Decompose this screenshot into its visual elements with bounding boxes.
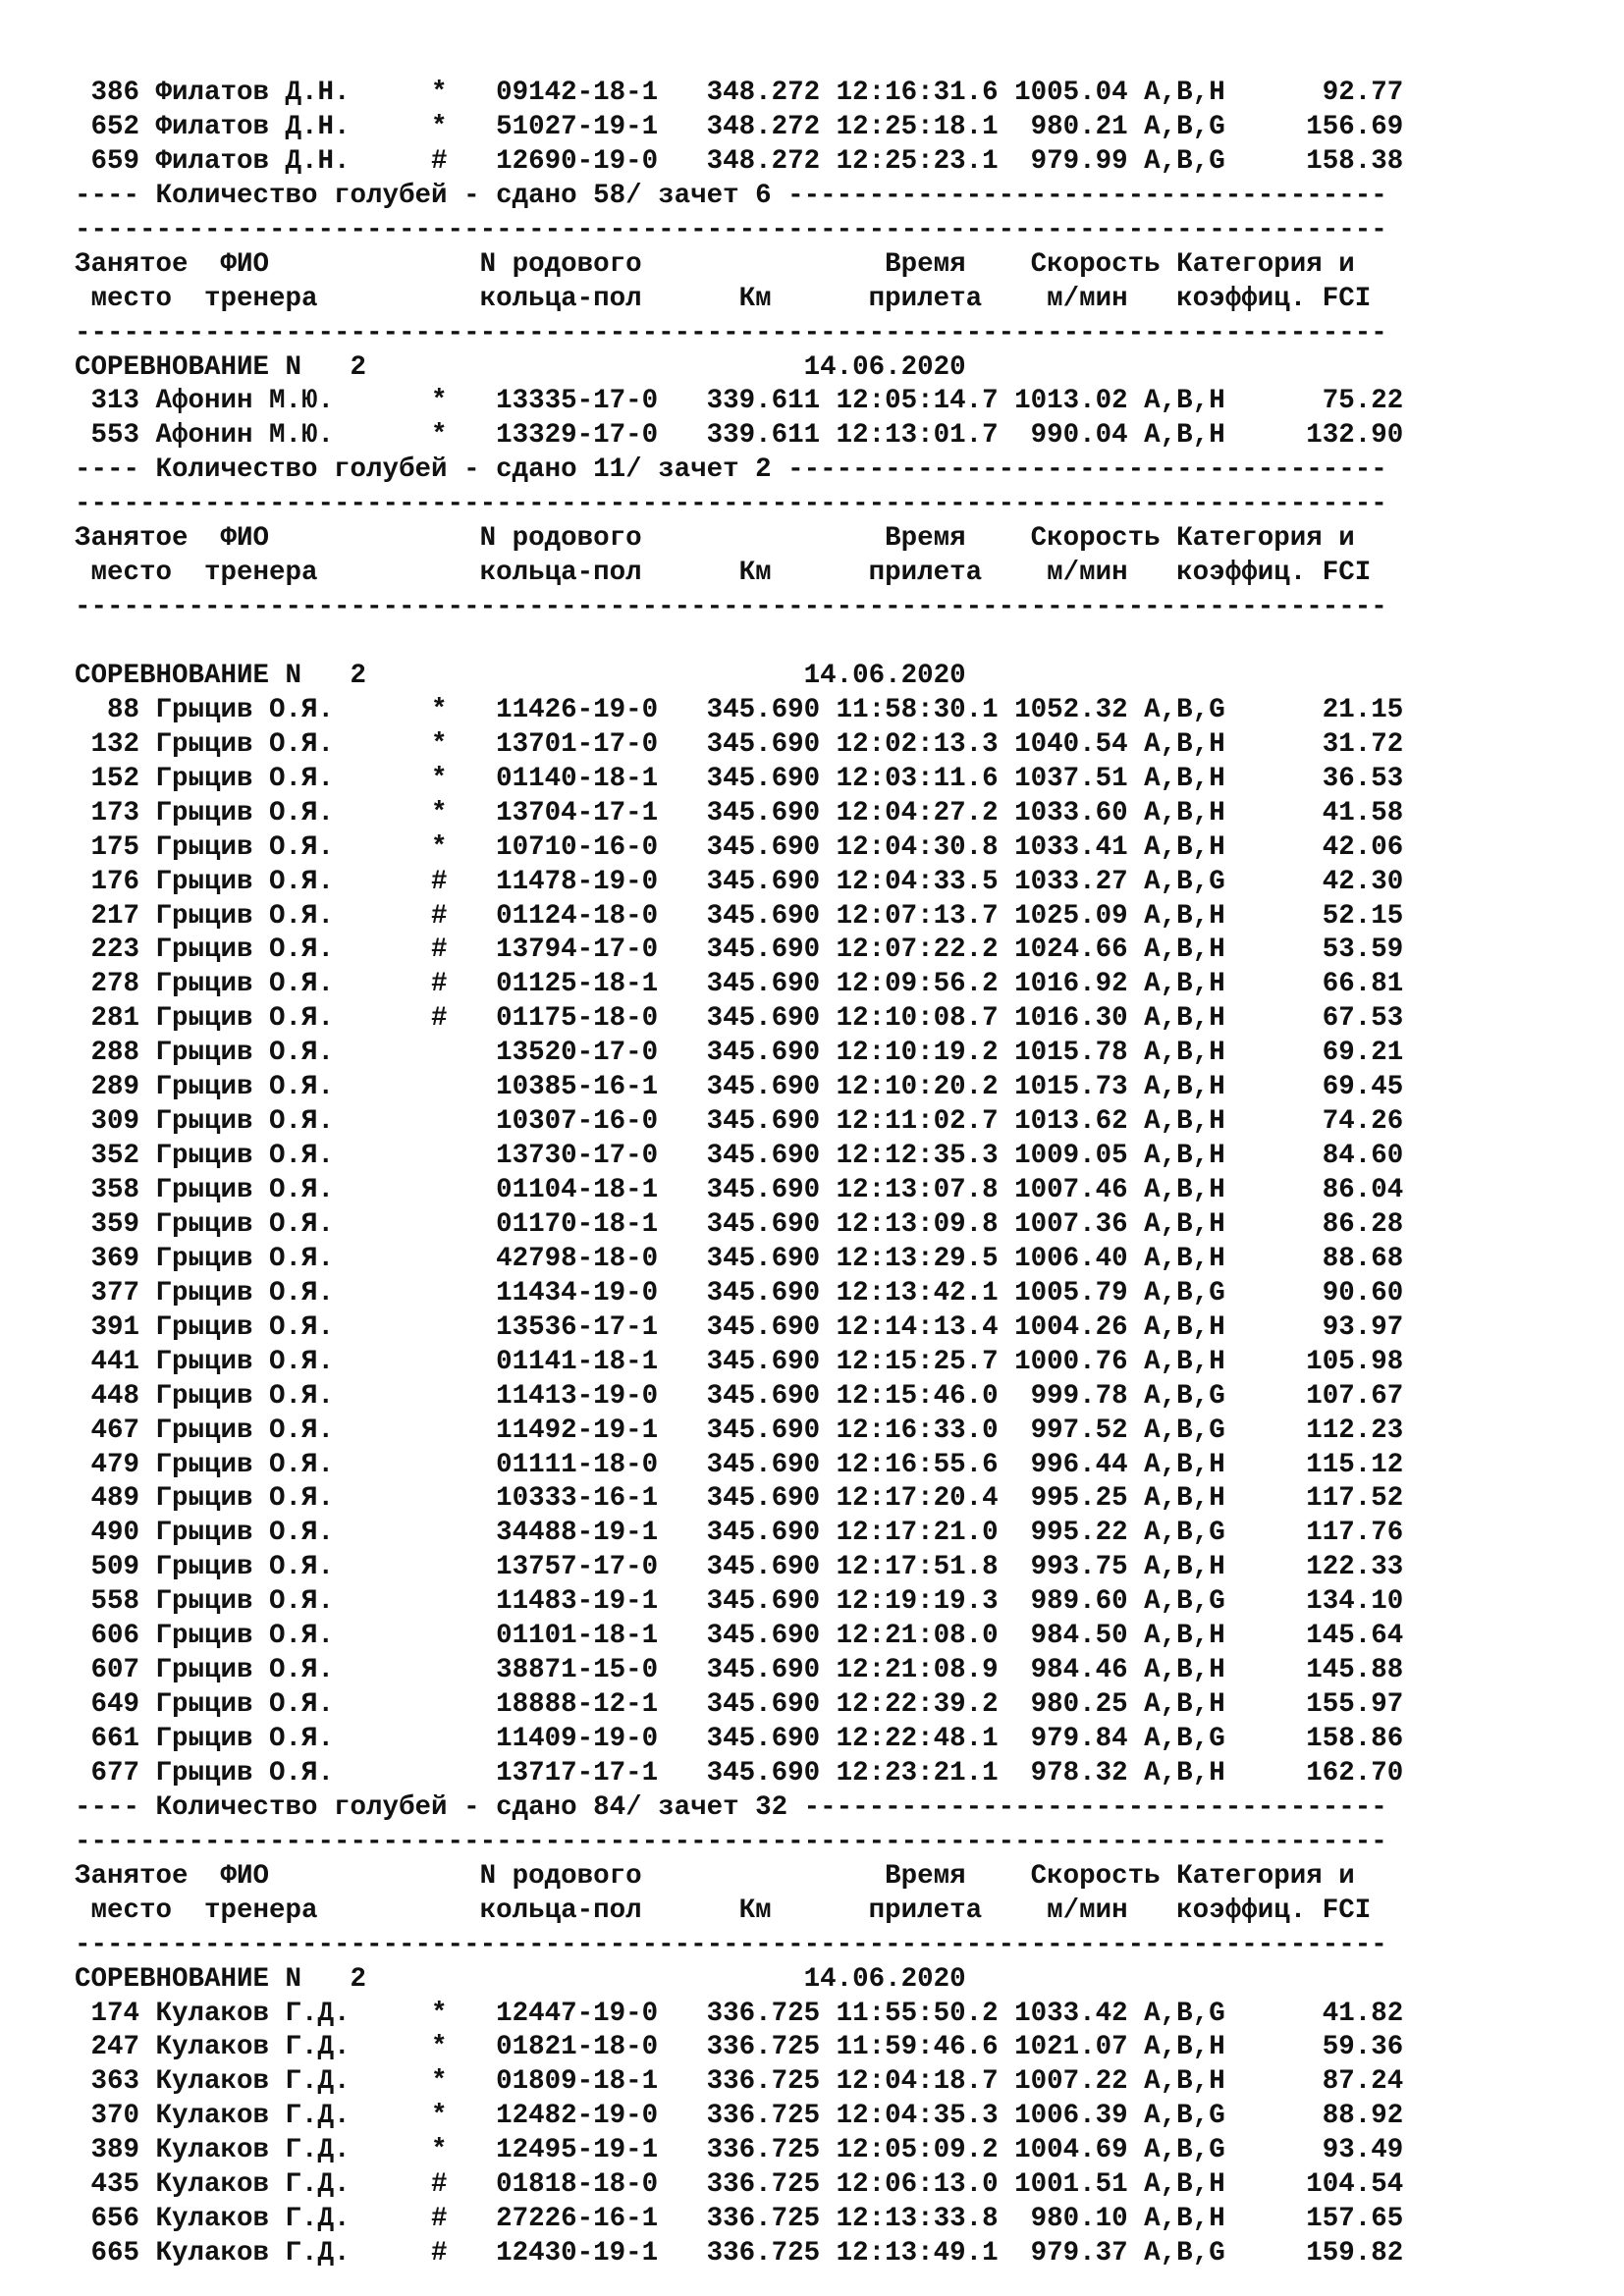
column-header: место тренера кольца-пол Км прилета м/мин коэффиц. FCI bbox=[75, 1895, 1372, 1926]
result-row: 377 Грыцив О.Я. 11434-19-0 345.690 12:13:42.1 1005.79 A,B,G 90.60 bbox=[75, 1277, 1404, 1308]
separator-line: --------------------------------------------------------------------------------- bbox=[75, 489, 1387, 520]
result-row: 607 Грыцив О.Я. 38871-15-0 345.690 12:21:08.9 984.46 A,B,H 145.88 bbox=[75, 1655, 1404, 1686]
result-row: 175 Грыцив О.Я. * 10710-16-0 345.690 12:04:30.8 1033.41 A,B,H 42.06 bbox=[75, 831, 1404, 863]
result-row: 649 Грыцив О.Я. 18888-12-1 345.690 12:22:39.2 980.25 A,B,H 155.97 bbox=[75, 1689, 1404, 1721]
result-row: 217 Грыцив О.Я. # 01124-18-0 345.690 12:07:13.7 1025.09 A,B,H 52.15 bbox=[75, 900, 1404, 932]
column-header: место тренера кольца-пол Км прилета м/мин коэффиц. FCI bbox=[75, 283, 1372, 314]
result-row: 490 Грыцив О.Я. 34488-19-1 345.690 12:17:21.0 995.22 A,B,G 117.76 bbox=[75, 1518, 1404, 1549]
result-row: 176 Грыцив О.Я. # 11478-19-0 345.690 12:04:33.5 1033.27 A,B,G 42.30 bbox=[75, 866, 1404, 897]
result-row: 132 Грыцив О.Я. * 13701-17-0 345.690 12:02:13.3 1040.54 A,B,H 31.72 bbox=[75, 728, 1404, 760]
result-row: 281 Грыцив О.Я. # 01175-18-0 345.690 12:10:08.7 1016.30 A,B,H 67.53 bbox=[75, 1003, 1404, 1035]
result-row: 247 Кулаков Г.Д. * 01821-18-0 336.725 11:59:46.6 1021.07 A,B,H 59.36 bbox=[75, 2032, 1404, 2063]
separator-line: --------------------------------------------------------------------------------- bbox=[75, 592, 1387, 623]
result-row: 359 Грыцив О.Я. 01170-18-1 345.690 12:13:09.8 1007.36 A,B,H 86.28 bbox=[75, 1208, 1404, 1240]
result-row: 223 Грыцив О.Я. # 13794-17-0 345.690 12:07:22.2 1024.66 A,B,H 53.59 bbox=[75, 934, 1404, 966]
result-row: 509 Грыцив О.Я. 13757-17-0 345.690 12:17:51.8 993.75 A,B,H 122.33 bbox=[75, 1552, 1404, 1583]
results-report bbox=[75, 77, 1567, 2271]
separator-line: --------------------------------------------------------------------------------- bbox=[75, 317, 1387, 348]
result-row: 558 Грыцив О.Я. 11483-19-1 345.690 12:19:19.3 989.60 A,B,G 134.10 bbox=[75, 1586, 1404, 1618]
result-row: 363 Кулаков Г.Д. * 01809-18-1 336.725 12:04:18.7 1007.22 A,B,H 87.24 bbox=[75, 2066, 1404, 2098]
result-row: 659 Филатов Д.Н. # 12690-19-0 348.272 12:25:23.1 979.99 A,B,G 158.38 bbox=[75, 145, 1404, 177]
separator-line: --------------------------------------------------------------------------------- bbox=[75, 1929, 1387, 1960]
result-row: 278 Грыцив О.Я. # 01125-18-1 345.690 12:09:56.2 1016.92 A,B,H 66.81 bbox=[75, 969, 1404, 1000]
result-row: 435 Кулаков Г.Д. # 01818-18-0 336.725 12:06:13.0 1001.51 A,B,H 104.54 bbox=[75, 2169, 1404, 2201]
result-row: 352 Грыцив О.Я. 13730-17-0 345.690 12:12:35.3 1009.05 A,B,H 84.60 bbox=[75, 1141, 1404, 1172]
competition-header: СОРЕВНОВАНИЕ N 2 14.06.2020 bbox=[75, 1963, 966, 1995]
result-row: 677 Грыцив О.Я. 13717-17-1 345.690 12:23:21.1 978.32 A,B,H 162.70 bbox=[75, 1757, 1404, 1789]
result-row: 386 Филатов Д.Н. * 09142-18-1 348.272 12:16:31.6 1005.04 A,B,H 92.77 bbox=[75, 78, 1404, 108]
result-row: 448 Грыцив О.Я. 11413-19-0 345.690 12:15:46.0 999.78 A,B,G 107.67 bbox=[75, 1380, 1404, 1412]
result-row: 489 Грыцив О.Я. 10333-16-1 345.690 12:17:20.4 995.25 A,B,H 117.52 bbox=[75, 1483, 1404, 1515]
column-header: Занятое ФИО N родового Время Скорость Категория и bbox=[75, 1860, 1355, 1892]
result-row: 606 Грыцив О.Я. 01101-18-1 345.690 12:21:08.0 984.50 A,B,H 145.64 bbox=[75, 1621, 1404, 1652]
column-header: Занятое ФИО N родового Время Скорость Категория и bbox=[75, 248, 1355, 280]
section-summary: ---- Количество голубей - сдано 58/ зачет 6 ------------------------------------- bbox=[75, 180, 1387, 211]
column-header: Занятое ФИО N родового Время Скорость Категория и bbox=[75, 523, 1355, 555]
section-summary: ---- Количество голубей - сдано 84/ зачет 32 ------------------------------------ bbox=[75, 1791, 1387, 1823]
result-row: 656 Кулаков Г.Д. # 27226-16-1 336.725 12:13:33.8 980.10 A,B,H 157.65 bbox=[75, 2204, 1404, 2235]
result-row: 309 Грыцив О.Я. 10307-16-0 345.690 12:11:02.7 1013.62 A,B,H 74.26 bbox=[75, 1106, 1404, 1138]
result-row: 661 Грыцив О.Я. 11409-19-0 345.690 12:22:48.1 979.84 A,B,G 158.86 bbox=[75, 1724, 1404, 1754]
column-header: место тренера кольца-пол Км прилета м/мин коэффиц. FCI bbox=[75, 558, 1372, 589]
result-row: 173 Грыцив О.Я. * 13704-17-1 345.690 12:04:27.2 1033.60 A,B,H 41.58 bbox=[75, 797, 1404, 828]
result-row: 665 Кулаков Г.Д. # 12430-19-1 336.725 12:13:49.1 979.37 A,B,G 159.82 bbox=[75, 2238, 1404, 2269]
result-row: 369 Грыцив О.Я. 42798-18-0 345.690 12:13:29.5 1006.40 A,B,H 88.68 bbox=[75, 1243, 1404, 1274]
result-row: 288 Грыцив О.Я. 13520-17-0 345.690 12:10:19.2 1015.78 A,B,H 69.21 bbox=[75, 1038, 1404, 1069]
separator-line: --------------------------------------------------------------------------------- bbox=[75, 1826, 1387, 1857]
result-row: 553 Афонин М.Ю. * 13329-17-0 339.611 12:13:01.7 990.04 A,B,H 132.90 bbox=[75, 420, 1404, 452]
separator-line: --------------------------------------------------------------------------------- bbox=[75, 214, 1387, 245]
section-summary: ---- Количество голубей - сдано 11/ зачет 2 ------------------------------------- bbox=[75, 454, 1387, 486]
result-row: 174 Кулаков Г.Д. * 12447-19-0 336.725 11:55:50.2 1033.42 A,B,G 41.82 bbox=[75, 1998, 1404, 2029]
result-row: 289 Грыцив О.Я. 10385-16-1 345.690 12:10:20.2 1015.73 A,B,H 69.45 bbox=[75, 1072, 1404, 1103]
result-row: 467 Грыцив О.Я. 11492-19-1 345.690 12:16:33.0 997.52 A,B,G 112.23 bbox=[75, 1415, 1404, 1446]
blank-line bbox=[75, 625, 1567, 660]
result-row: 479 Грыцив О.Я. 01111-18-0 345.690 12:16:55.6 996.44 A,B,H 115.12 bbox=[75, 1449, 1404, 1480]
result-row: 370 Кулаков Г.Д. * 12482-19-0 336.725 12:04:35.3 1006.39 A,B,G 88.92 bbox=[75, 2101, 1404, 2132]
result-row: 441 Грыцив О.Я. 01141-18-1 345.690 12:15:25.7 1000.76 A,B,H 105.98 bbox=[75, 1346, 1404, 1377]
competition-header: СОРЕВНОВАНИЕ N 2 14.06.2020 bbox=[75, 351, 966, 383]
result-row: 652 Филатов Д.Н. * 51027-19-1 348.272 12:25:18.1 980.21 A,B,G 156.69 bbox=[75, 111, 1404, 142]
result-row: 389 Кулаков Г.Д. * 12495-19-1 336.725 12:05:09.2 1004.69 A,B,G 93.49 bbox=[75, 2135, 1404, 2166]
result-row: 152 Грыцив О.Я. * 01140-18-1 345.690 12:03:11.6 1037.51 A,B,H 36.53 bbox=[75, 763, 1404, 794]
result-row: 88 Грыцив О.Я. * 11426-19-0 345.690 11:58:30.1 1052.32 A,B,G 21.15 bbox=[75, 694, 1404, 725]
result-row: 313 Афонин М.Ю. * 13335-17-0 339.611 12:05:14.7 1013.02 A,B,H 75.22 bbox=[75, 386, 1404, 417]
result-row: 358 Грыцив О.Я. 01104-18-1 345.690 12:13:07.8 1007.46 A,B,H 86.04 bbox=[75, 1175, 1404, 1205]
competition-header: СОРЕВНОВАНИЕ N 2 14.06.2020 bbox=[75, 660, 966, 691]
result-row: 391 Грыцив О.Я. 13536-17-1 345.690 12:14:13.4 1004.26 A,B,H 93.97 bbox=[75, 1311, 1404, 1343]
